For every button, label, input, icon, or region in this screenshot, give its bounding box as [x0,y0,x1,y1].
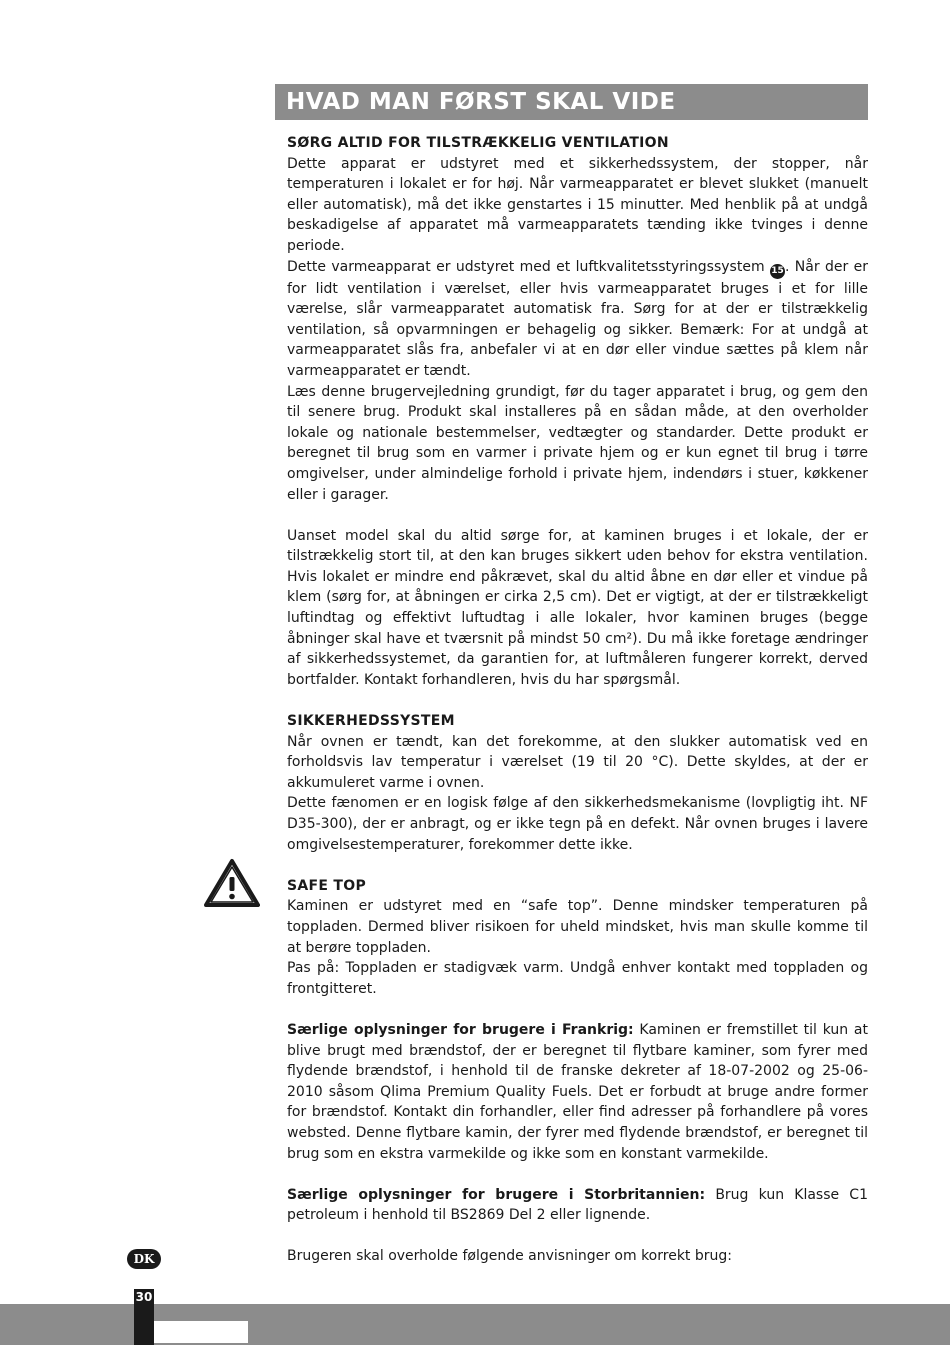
safe-top-paragraph-1: Kaminen er udstyret med en “safe top”. Denne mindsker temperaturen på toppladen. Dermed bliver risikoen for uheld mindsket, hvis man skulle komme til at berøre toppladen. [287,898,868,956]
warning-triangle-icon [204,858,260,908]
page-title: HVAD MAN FØRST SKAL VIDE [275,84,868,120]
ventilation-paragraph-1: Dette apparat er udstyret med et sikkerhedssystem, der stopper, når temperaturen i lokalet er for høj. Når varmeapparatet er blevet slukket (manuelt eller automatisk), må det ikke genstartes i 15 minutter. Med henblik på at undgå beskadigelse af apparatet må varmeapparatets tænding ikke tvinges i denne periode. [287,155,868,254]
safety-system-paragraph-1: Når ovnen er tændt, kan det forekomme, at den slukker automatisk ved en forholdsvis lav temperatur i værelset (19 til 20 °C). Dette skyldes, at der er akkumuleret varme i ovnen. [287,733,868,791]
page-number: 30 [135,1290,153,1304]
uk-intro: Særlige oplysninger for brugere i Storbritannien: [287,1186,706,1203]
ventilation-heading: SØRG ALTID FOR TILSTRÆKKELIG VENTILATION [287,135,669,151]
ventilation-paragraph-3: Læs denne brugervejledning grundigt, før du tager apparatet i brug, og gem den til senere brug. Produkt skal installeres på en sådan måde, at den overholder lokale og nationale bestemmelser, vedtægter og standarder. Dette produkt er beregnet til brug som en varmer i private hjem og er kun egnet til brug i tørre omgivelser, under almindelige forhold i private hjem, indendørs i stuer, køkkener eller i garager. [287,383,868,503]
uk-paragraph [287,1185,868,1226]
ventilation-p2-start: Dette varmeapparat er udstyret med et luftkvalitetsstyringssystem [287,258,770,275]
ventilation-paragraph-4: Uanset model skal du altid sørge for, at kaminen bruges i et lokale, der er tilstrækkelig stort til, at den kan bruges sikkert uden behov for ekstra ventilation. Hvis lokalet er mindre end påkrævet, skal du altid åbne en dør eller et vindue på klem (sørg for, at åbningen er cirka 2,5 cm). Det er vigtigt, at der er tilstrækkeligt luftindtag og effektivt luftudtag i alle lokaler, hvor kaminen bruges (begge åbninger skal have et tværsnit på mindst 50 cm²). Du må ikke foretage ændringer af sikkerhedssystemet, da garantien for, at luftmåleren fungerer korrekt, derved bortfalder. Kontakt forhandleren, hvis du har spørgsmål. [287,527,868,688]
language-badge: DK [127,1249,161,1269]
reference-number-badge: 15 [770,264,785,279]
uk-text: Brug kun Klasse C1 petroleum i henhold til BS2869 Del 2 eller lignende. [287,1186,868,1224]
safe-top-paragraph-2: Pas på: Toppladen er stadigvæk varm. Undgå enhver kontakt med toppladen og frontgitteret. [287,960,868,997]
france-text: Kaminen er fremstillet til kun at blive brugt med brændstof, der er beregnet til flytbare kaminer, som fyrer med flydende brændstof, i henhold til de franske dekreter af 18-07-2002 og 25-06-2010 såsom Qlima Premium Quality Fuels. Det er forbudt at bruge andre former for brændstof. Kontakt din forhandler, eller find adresser på forhandlere på vores websted. Denne flytbare kamin, der fyrer med flydende brændstof, er beregnet til brug som en ekstra varmekilde og ikke som en konstant varmekilde. [287,1021,868,1162]
safety-system-heading: SIKKERHEDSSYSTEM [287,713,455,730]
france-paragraph [287,1020,868,1164]
safe-top-heading: SAFE TOP [287,877,367,894]
closing-paragraph: Brugeren skal overholde følgende anvisninger om korrekt brug: [287,1248,732,1265]
ventilation-paragraph-2 [287,257,868,382]
france-intro: Særlige oplysninger for brugere i Frankrig: [287,1021,634,1038]
main-content [287,133,868,1267]
ventilation-p2-end: . Når der er for lidt ventilation i værelset, eller hvis varmeapparatet bruges i et for lille værelse, slår varmeapparatet automatisk fra. Sørg for at der er tilstrækkelig ventilation, så opvarmningen er behagelig og sikker. Bemærk: For at undgå at varmeapparatet slås fra, anbefaler vi at en dør eller vindue sættes på klem når varmeapparatet er tændt. [287,258,868,379]
safety-system-paragraph-2: Dette fænomen er en logisk følge af den sikkerhedsmekanisme (lovpligtig iht. NF D35-300), der er anbragt, og er ikke tegn på en defekt. Når ovnen bruges i lavere omgivelsestemperaturer, forekommer dette ikke. [287,795,868,853]
footer-tab [154,1321,248,1343]
